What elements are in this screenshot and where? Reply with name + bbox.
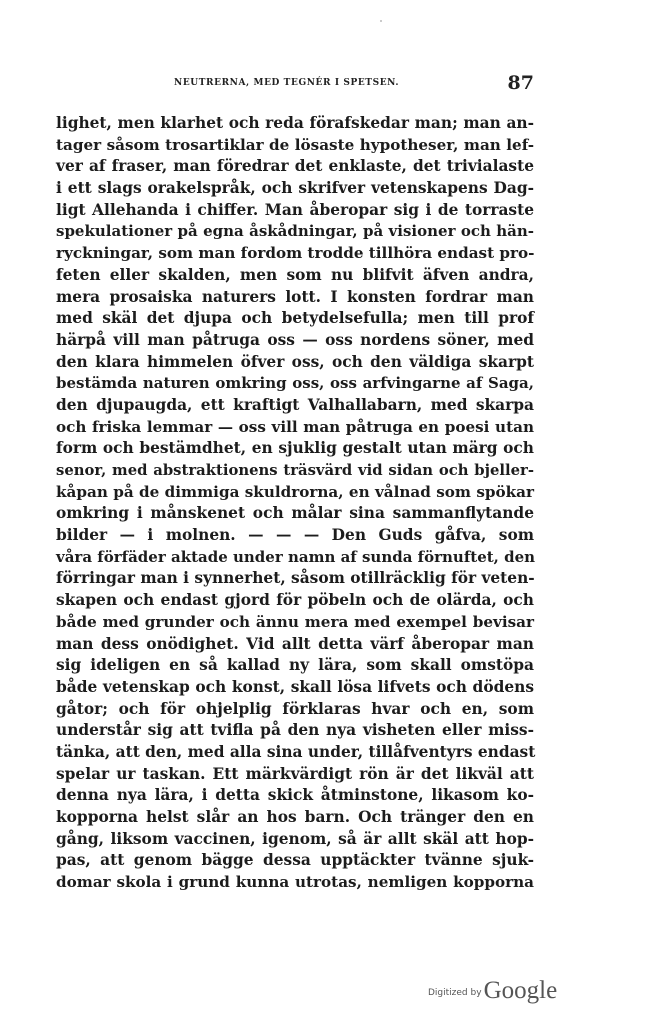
page-number: 87 <box>507 72 534 94</box>
text-line: ryckningar, som man fordom trodde tillhöra endast pro- <box>56 244 535 263</box>
text-line: den djupaugda, ett kraftigt Valhallabarn, med skarpa <box>56 395 534 414</box>
google-logo: Google <box>483 977 558 1004</box>
text-line: härpå vill man påtruga oss — oss nordens söner, med <box>56 330 534 349</box>
text-line: gåtor; och för ohjelplig förklaras hvar och en, som <box>56 699 534 718</box>
text-line: med skäl det djupa och betydelsefulla; men till prof <box>56 309 534 328</box>
text-line: bestämda naturen omkring oss, oss arfvingarne af Saga, <box>56 374 534 393</box>
text-line: senor, med abstraktionens träsvärd vid sidan och bjeller- <box>56 462 534 479</box>
body-text <box>56 113 534 894</box>
text-line: domar skola i grund kunna utrotas, nemligen kopporna <box>56 873 534 892</box>
text-line: i ett slags orakelspråk, och skrifver vetenskapens Dag- <box>56 179 534 198</box>
text-line: kopporna helst slår an hos barn. Och tränger den en <box>56 808 534 826</box>
text-line: mera prosaiska naturers lott. I konsten fordrar man <box>56 287 534 306</box>
text-line: ver af fraser, man föredrar det enklaste, det trivialaste <box>56 157 534 176</box>
text-line: understår sig att tvifla på den nya visheten eller miss- <box>56 721 534 740</box>
watermark-prefix: Digitized by <box>428 988 482 998</box>
text-line: ligt Allehanda i chiffer. Man åberopar sig i de torraste <box>56 200 534 219</box>
text-line: förringar man i synnerhet, såsom otillräcklig för veten- <box>56 569 535 588</box>
text-line: skapen och endast gjord för pöbeln och de olärda, och <box>56 591 534 610</box>
paper-speck <box>380 20 382 22</box>
text-line: tager såsom trosartiklar de lösaste hypotheser, man lef- <box>56 135 534 154</box>
text-line: pas, att genom bägge dessa upptäckter tvänne sjuk- <box>56 851 534 870</box>
text-line: kåpan på de dimmiga skuldrorna, en vålnad som spökar <box>56 482 534 501</box>
text-line: denna nya lära, i detta skick åtminstone, likasom ko- <box>56 786 534 805</box>
running-head: NEUTRERNA, MED TEGNÉR I SPETSEN. <box>174 78 400 88</box>
text-line: spelar ur taskan. Ett märkvärdigt rön är det likväl att <box>56 764 534 783</box>
text-line: den klara himmelen öfver oss, och den väldiga skarpt <box>56 352 534 371</box>
text-line: spekulationer på egna åskådningar, på visioner och hän- <box>56 222 534 241</box>
text-line: både med grunder och ännu mera med exempel bevisar <box>56 612 534 631</box>
text-line: man dess onödighet. Vid allt detta värf åberopar man <box>56 634 534 653</box>
page-header <box>56 72 536 98</box>
text-line: form och bestämdhet, en sjuklig gestalt utan märg och <box>56 439 534 458</box>
text-line: feten eller skalden, men som nu blifvit äfven andra, <box>56 265 534 284</box>
text-line: omkring i månskenet och målar sina sammanflytande <box>56 504 534 523</box>
text-line: sig ideligen en så kallad ny lära, som skall omstöpa <box>56 656 534 675</box>
text-line: bilder — i molnen. — — — Den Guds gåfva, som <box>56 526 534 545</box>
text-line: och friska lemmar — oss vill man påtruga en poesi utan <box>56 417 534 436</box>
text-line: gång, liksom vaccinen, igenom, så är allt skäl att hop- <box>56 829 534 848</box>
text-line: lighet, men klarhet och reda förafskedar man; man an- <box>56 114 534 132</box>
text-line: både vetenskap och konst, skall lösa lifvets och dödens <box>56 677 534 696</box>
text-line: våra förfäder aktade under namn af sunda förnuftet, den <box>56 547 536 566</box>
digitized-watermark <box>428 977 557 1005</box>
text-line: tänka, att den, med alla sina under, tillåfventyrs endast <box>56 742 536 761</box>
